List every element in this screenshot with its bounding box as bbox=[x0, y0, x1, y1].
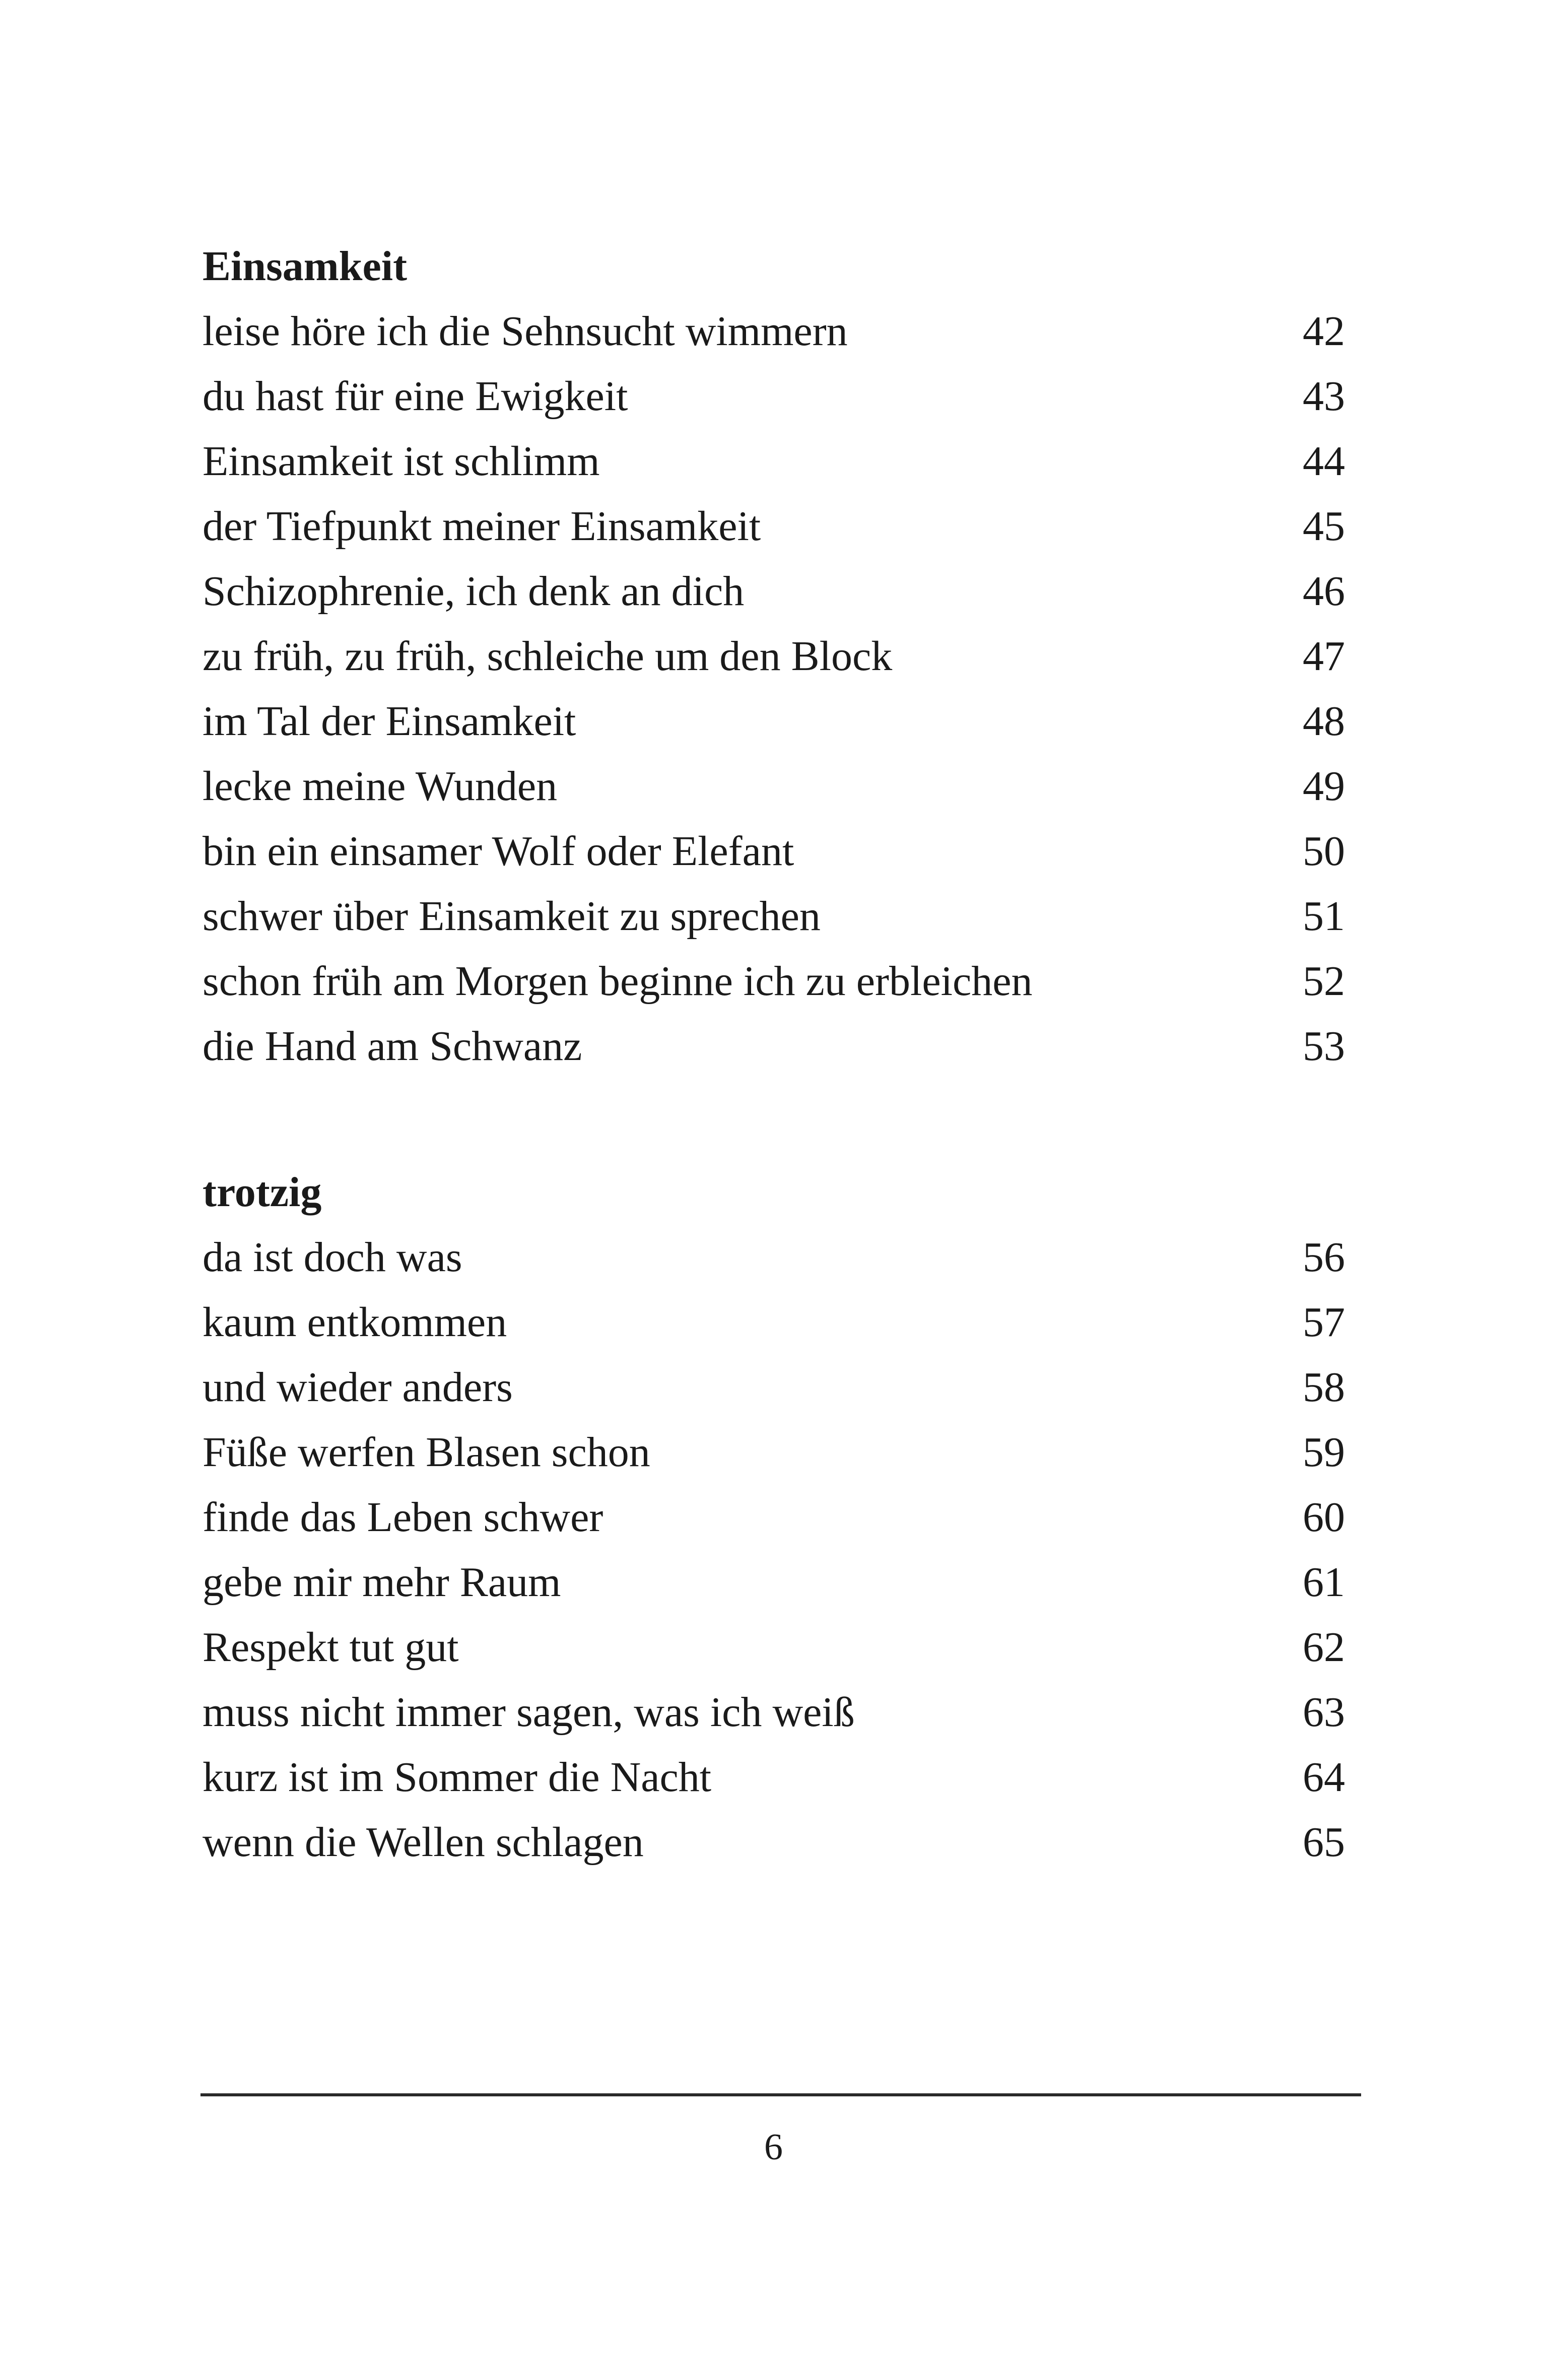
entry-title: Einsamkeit ist schlimm bbox=[203, 438, 600, 485]
entry-title: gebe mir mehr Raum bbox=[203, 1559, 561, 1606]
toc-entry bbox=[203, 1550, 1345, 1615]
toc-entry bbox=[203, 1355, 1345, 1420]
toc-entry bbox=[203, 364, 1345, 429]
entry-title: du hast für eine Ewigkeit bbox=[203, 373, 628, 420]
entry-title: der Tiefpunkt meiner Einsamkeit bbox=[203, 503, 761, 550]
entry-page-number: 46 bbox=[1303, 568, 1345, 615]
toc-entry bbox=[203, 1680, 1345, 1745]
entry-page-number: 58 bbox=[1303, 1364, 1345, 1411]
entry-title: kurz ist im Sommer die Nacht bbox=[203, 1754, 712, 1801]
entry-page-number: 62 bbox=[1303, 1624, 1345, 1671]
entry-title: leise höre ich die Sehnsucht wimmern bbox=[203, 308, 848, 355]
toc-entry bbox=[203, 1290, 1345, 1355]
toc-section-einsamkeit bbox=[203, 234, 1345, 1079]
entry-page-number: 53 bbox=[1303, 1023, 1345, 1070]
entry-page-number: 43 bbox=[1303, 373, 1345, 420]
entry-page-number: 65 bbox=[1303, 1819, 1345, 1866]
page-number: 6 bbox=[764, 2127, 783, 2168]
entry-title: schon früh am Morgen beginne ich zu erbleichen bbox=[203, 958, 1033, 1005]
entry-title: da ist doch was bbox=[203, 1234, 462, 1281]
entry-page-number: 59 bbox=[1303, 1429, 1345, 1476]
entry-page-number: 47 bbox=[1303, 633, 1345, 680]
entry-title: wenn die Wellen schlagen bbox=[203, 1819, 644, 1866]
entry-page-number: 48 bbox=[1303, 698, 1345, 745]
entry-page-number: 50 bbox=[1303, 828, 1345, 875]
entry-title: Füße werfen Blasen schon bbox=[203, 1429, 650, 1476]
entry-title: zu früh, zu früh, schleiche um den Block bbox=[203, 633, 893, 680]
toc-section-trotzig bbox=[203, 1160, 1345, 1875]
toc-entry bbox=[203, 1615, 1345, 1680]
entry-title: schwer über Einsamkeit zu sprechen bbox=[203, 893, 821, 940]
toc-entry bbox=[203, 494, 1345, 559]
toc-entry bbox=[203, 1810, 1345, 1875]
entry-page-number: 45 bbox=[1303, 503, 1345, 550]
entry-page-number: 44 bbox=[1303, 438, 1345, 485]
section-heading: trotzig bbox=[203, 1169, 322, 1216]
toc-entry bbox=[203, 1420, 1345, 1485]
entry-page-number: 64 bbox=[1303, 1754, 1345, 1801]
toc-entry bbox=[203, 884, 1345, 949]
entry-page-number: 57 bbox=[1303, 1299, 1345, 1346]
section-heading: Einsamkeit bbox=[203, 243, 408, 290]
footer-divider bbox=[200, 2093, 1361, 2096]
toc-entry bbox=[203, 1745, 1345, 1810]
entry-page-number: 49 bbox=[1303, 763, 1345, 810]
entry-page-number: 42 bbox=[1303, 308, 1345, 355]
toc-entry bbox=[203, 429, 1345, 494]
toc-entry bbox=[203, 1014, 1345, 1079]
toc-entry bbox=[203, 819, 1345, 884]
entry-title: die Hand am Schwanz bbox=[203, 1023, 582, 1070]
toc-entry bbox=[203, 754, 1345, 819]
entry-title: im Tal der Einsamkeit bbox=[203, 698, 576, 745]
entry-title: Respekt tut gut bbox=[203, 1624, 459, 1671]
entry-title: kaum entkommen bbox=[203, 1299, 507, 1346]
toc-entry bbox=[203, 1485, 1345, 1550]
toc-entry bbox=[203, 299, 1345, 364]
entry-page-number: 63 bbox=[1303, 1689, 1345, 1736]
toc-entry bbox=[203, 624, 1345, 689]
entry-page-number: 52 bbox=[1303, 958, 1345, 1005]
toc-entry bbox=[203, 1225, 1345, 1290]
entry-page-number: 61 bbox=[1303, 1559, 1345, 1606]
entry-title: finde das Leben schwer bbox=[203, 1494, 603, 1541]
table-of-contents bbox=[203, 234, 1345, 1875]
entry-title: und wieder anders bbox=[203, 1364, 513, 1411]
toc-entry bbox=[203, 559, 1345, 624]
entry-title: bin ein einsamer Wolf oder Elefant bbox=[203, 828, 794, 875]
entry-page-number: 51 bbox=[1303, 893, 1345, 940]
entry-page-number: 60 bbox=[1303, 1494, 1345, 1541]
entry-title: lecke meine Wunden bbox=[203, 763, 558, 810]
entry-title: Schizophrenie, ich denk an dich bbox=[203, 568, 745, 615]
toc-entry bbox=[203, 949, 1345, 1014]
entry-title: muss nicht immer sagen, was ich weiß bbox=[203, 1689, 855, 1736]
entry-page-number: 56 bbox=[1303, 1234, 1345, 1281]
toc-entry bbox=[203, 689, 1345, 754]
